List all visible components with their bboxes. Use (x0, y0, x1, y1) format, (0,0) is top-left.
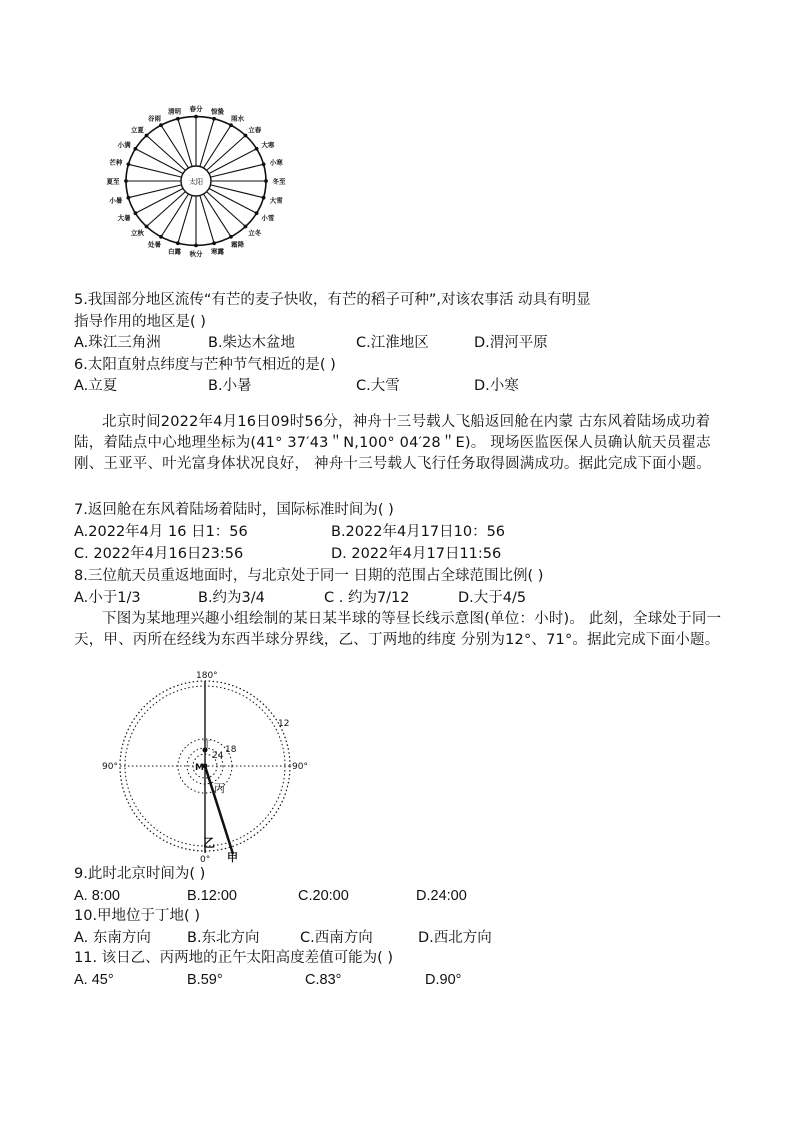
wheel-node (177, 242, 180, 245)
label-ding: 丁 (202, 740, 212, 751)
wheel-node (145, 134, 148, 137)
solar-term-label: 谷雨 (148, 114, 161, 123)
option[interactable]: D. 2022年4月17日11:56 (331, 546, 502, 562)
solar-term-label: 白露 (168, 247, 181, 256)
option[interactable]: D.小寒 (474, 378, 519, 394)
solar-term-label: 小暑 (109, 196, 123, 205)
question-11-stem: 11. 该日乙、丙两地的正午太阳高度差值可能为( ) (74, 950, 394, 966)
label-180: 180° (196, 671, 218, 681)
option[interactable]: C.大雪 (356, 378, 400, 394)
wheel-node (255, 147, 258, 150)
wheel-spoke (128, 164, 181, 177)
question-5-line2: 指导作用的地区是( ) (74, 314, 206, 330)
wheel-node (244, 225, 247, 228)
label-0: 0° (200, 855, 211, 865)
option[interactable]: D.大于4/5 (458, 590, 527, 606)
option[interactable]: A.立夏 (74, 378, 118, 394)
label-jia: 甲 (227, 851, 238, 864)
passage-daylength: 下图为某地理兴趣小组绘制的某日某半球的等昼长线示意图(单位：小时)。 此刻，全球处于同一天，甲、丙所在经线为东西半球分界线，乙、丁两地的纬度 分别为12°、71°。据此完成下面小题。 (74, 611, 722, 648)
option[interactable]: C.西南方向 (300, 930, 373, 946)
wheel-node (134, 212, 137, 215)
option[interactable]: C. 2022年4月16日23:56 (74, 546, 244, 562)
solar-term-label: 小满 (117, 141, 131, 150)
question-6-stem: 6.太阳直射点纬度与芒种节气相近的是( ) (74, 357, 336, 373)
label-90-left: 90° (102, 762, 118, 772)
wheel-node (127, 163, 130, 166)
wheel-node (230, 235, 233, 238)
option[interactable]: C.83° (305, 972, 342, 988)
wheel-node (213, 117, 216, 120)
solar-term-label: 霜降 (231, 240, 244, 249)
wheel-node (160, 235, 163, 238)
solar-term-label: 寒露 (211, 247, 224, 256)
wheel-spoke (178, 119, 192, 167)
option[interactable]: B.东北方向 (187, 930, 260, 946)
wheel-node (262, 163, 265, 166)
wheel-node (255, 212, 258, 215)
wheel-spoke (178, 196, 192, 244)
option[interactable]: B.2022年4月17日10：56 (331, 524, 506, 540)
label-24: 24 (212, 751, 224, 761)
solar-term-label: 秋分 (189, 250, 203, 259)
solar-term-label: 夏至 (106, 177, 120, 186)
option[interactable]: C.20:00 (298, 888, 349, 904)
question-5-line1: 5.我国部分地区流传“有芒的麦子快收，有芒的稻子可种”,对该农事活 动具有明显 (74, 292, 591, 308)
wheel-node (213, 242, 216, 245)
wheel-node (145, 225, 148, 228)
solar-term-label: 立春 (248, 126, 262, 135)
wheel-node (127, 196, 130, 199)
solar-term-label: 小寒 (269, 158, 283, 167)
wheel-node (195, 244, 198, 247)
label-yi: 乙 (203, 836, 216, 850)
question-8-stem: 8.三位航天员重返地面时，与北京处于同一 日期的范围占全球范围比例( ) (74, 568, 544, 584)
option[interactable]: A. 45° (74, 972, 114, 988)
solar-term-label: 春分 (189, 104, 203, 113)
solar-term-label: 处暑 (148, 240, 161, 249)
wheel-node (262, 196, 265, 199)
option[interactable]: A.珠江三角洲 (74, 335, 161, 351)
option[interactable]: D.渭河平原 (474, 335, 548, 351)
option[interactable]: B.柴达木盆地 (208, 335, 296, 351)
option[interactable]: B.12:00 (187, 888, 237, 904)
wheel-node (244, 134, 247, 137)
option[interactable]: B.小暑 (208, 378, 252, 394)
label-18: 18 (225, 745, 237, 755)
label-12: 12 (278, 719, 290, 729)
passage-shenzhou: 北京时间2022年4月16日09时56分，神舟十三号载人飞船返回舱在内蒙 古东风着陆场成功着陆，着陆点中心地理坐标为(41° 37′43＂N,100° 04′28＂E)。 现场医监医保人员确认航天员翟志刚、王亚平、叶光富身体状况良好， 神舟十三号载人飞行任务取得圆满成功。据此完成下面小题。 (74, 414, 711, 472)
wheel-spoke (211, 164, 264, 177)
question-10-stem: 10.甲地位于丁地( ) (74, 908, 200, 924)
solar-term-label: 大雪 (269, 196, 283, 205)
solar-term-label: 冬至 (272, 177, 286, 186)
option[interactable]: A. 8:00 (74, 888, 120, 904)
label-m: M (195, 763, 204, 773)
wheel-spoke (128, 185, 181, 198)
option[interactable]: B.59° (187, 972, 223, 988)
wheel-node (160, 124, 163, 127)
solar-term-label: 大暑 (117, 213, 131, 222)
label-bing: 丙 (214, 782, 225, 795)
sun-label: 太阳 (189, 178, 203, 186)
option[interactable]: A. 东南方向 (74, 930, 151, 946)
label-90-right: 90° (292, 762, 308, 772)
option[interactable]: A.2022年4月 16 日1：56 (74, 524, 248, 540)
option[interactable]: D.西北方向 (418, 930, 492, 946)
solar-term-label: 立冬 (248, 228, 262, 237)
wheel-node (265, 180, 268, 183)
wheel-node (177, 117, 180, 120)
daylength-isoline-diagram (102, 668, 318, 865)
option[interactable]: C.江淮地区 (356, 335, 429, 351)
wheel-spoke (211, 185, 264, 198)
solar-terms-diagram (96, 98, 296, 263)
solar-term-label: 立夏 (130, 126, 144, 135)
wheel-node (230, 124, 233, 127)
solar-term-label: 雨水 (231, 114, 244, 123)
wheel-node (134, 147, 137, 150)
solar-term-label: 芒种 (109, 158, 123, 167)
option[interactable]: A.小于1/3 (74, 590, 141, 606)
question-7-stem: 7.返回舱在东风着陆场着陆时，国际标准时间为( ) (74, 502, 394, 518)
option[interactable]: B.约为3/4 (198, 590, 265, 606)
option[interactable]: D.90° (425, 972, 462, 988)
option[interactable]: D.24:00 (416, 888, 467, 904)
wheel-node (195, 115, 198, 118)
wheel-spoke (200, 119, 214, 167)
wheel-node (125, 180, 128, 183)
wheel-spoke (200, 196, 214, 244)
option[interactable]: C . 约为7/12 (324, 590, 410, 606)
solar-term-label: 大寒 (261, 141, 275, 150)
solar-term-label: 立秋 (130, 228, 144, 237)
question-9-stem: 9.此时北京时间为( ) (74, 866, 206, 882)
solar-term-label: 清明 (168, 107, 181, 116)
solar-term-label: 惊蛰 (211, 107, 224, 116)
solar-term-label: 小雪 (261, 213, 275, 222)
